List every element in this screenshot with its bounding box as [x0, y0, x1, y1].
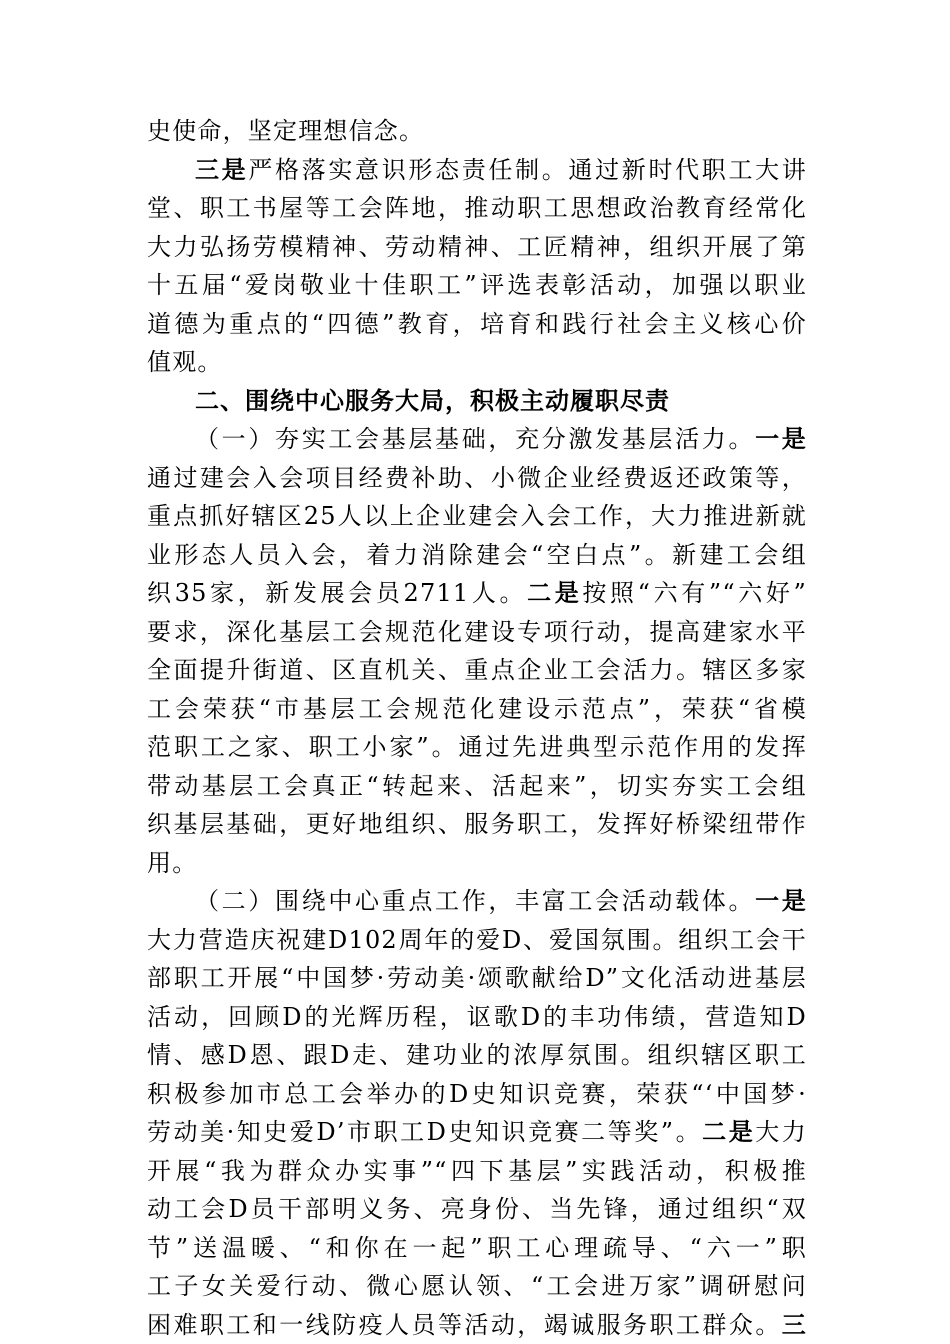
bold-lead: 二是: [527, 578, 583, 607]
text-fragment: 困难职工和一线防疫人员等活动，竭诚服务职工群众。: [147, 1310, 782, 1339]
bold-lead: 三是: [195, 154, 249, 184]
bold-lead: 二是: [702, 1117, 756, 1146]
text-line: 情、感D恩、跟D走、建功业的浓厚氛围。组织辖区职工: [147, 1041, 807, 1069]
text-line: 带动基层工会真正“转起来、活起来”，切实夯实工会组: [147, 771, 807, 800]
text-line: 部职工开展“中国梦·劳动美·颂歌献给D”文化活动进基层: [147, 964, 807, 992]
document-body: [147, 112, 807, 1344]
text-line: 工子女关爱行动、微心愿认领、“工会进万家”调研慰问: [147, 1272, 807, 1300]
bold-lead: 三: [781, 1309, 807, 1339]
text-line: 十五届“爱岗敬业十佳职工”评选表彰活动，加强以职业: [147, 271, 807, 299]
paragraph-three-lead-line: [147, 151, 807, 190]
text-line: 织基层基础，更好地组织、服务职工，发挥好桥梁纽带作: [147, 810, 807, 838]
text-line: [147, 1306, 807, 1344]
text-fragment: 劳动美·知史爱D’市职工D史知识竞赛二等奖”。: [147, 1118, 703, 1146]
text-line: 用。: [147, 848, 198, 877]
text-line: [147, 1113, 807, 1152]
text-line: 节”送温暖、“和你在一起”职工心理疏导、“六一”职: [147, 1233, 807, 1262]
text-line: 动工会D员干部明义务、亮身份、当先锋，通过组织“双: [147, 1195, 807, 1223]
text-line: 范职工之家、职工小家”。通过先进典型示范作用的发挥: [147, 733, 807, 761]
text-line: 通过建会入会项目经费补助、小微企业经费返还政策等，: [147, 463, 807, 492]
subsection-title: （二）围绕中心重点工作，丰富工会活动载体。: [195, 887, 756, 915]
text-line: 开展“我为群众办实事”“四下基层”实践活动，积极推: [147, 1156, 807, 1185]
text-line: [147, 574, 807, 613]
bold-lead: 一是: [755, 886, 807, 915]
text-fragment: 按照“六有”“六好”: [582, 579, 807, 607]
text-fragment: 严格落实意识形态责任制。通过新时代职工大讲: [248, 155, 808, 184]
text-line: 值观。: [147, 348, 223, 376]
text-line: 要求，深化基层工会规范化建设专项行动，提高建家水平: [147, 617, 807, 646]
text-line: 堂、职工书屋等工会阵地，推动职工思想政治教育经常化: [147, 194, 807, 222]
text-fragment: 织35家，新发展会员2711人。: [147, 579, 528, 607]
subsection-one-title-line: [147, 420, 807, 459]
text-line: 大力营造庆祝建D102周年的爱D、爱国氛围。组织工会干: [147, 925, 807, 954]
text-fragment: 大力: [755, 1118, 807, 1146]
subsection-title: （一）夯实工会基层基础，充分激发基层活力。: [195, 425, 756, 453]
section-heading: 二、围绕中心服务大局，积极主动履职尽责: [195, 386, 670, 415]
subsection-two-title-line: [147, 882, 807, 921]
text-line: 全面提升街道、区直机关、重点企业工会活力。辖区多家: [147, 656, 807, 684]
text-line: 业形态人员入会，着力消除建会“空白点”。新建工会组: [147, 540, 807, 569]
text-line: 重点抓好辖区25人以上企业建会入会工作，大力推进新就: [147, 502, 807, 530]
text-line: 史使命，坚定理想信念。: [147, 117, 425, 145]
text-line: 积极参加市总工会举办的D史知识竞赛，荣获“‘中国梦·: [147, 1079, 807, 1108]
bold-lead: 一是: [755, 424, 807, 453]
text-line: 活动，回顾D的光辉历程，讴歌D的丰功伟绩，营造知D: [147, 1002, 807, 1031]
text-line: 大力弘扬劳模精神、劳动精神、工匠精神，组织开展了第: [147, 232, 807, 261]
text-line: 工会荣获“市基层工会规范化建设示范点”，荣获“省模: [147, 694, 807, 723]
text-line: 道德为重点的“四德”教育，培育和践行社会主义核心价: [147, 309, 807, 338]
